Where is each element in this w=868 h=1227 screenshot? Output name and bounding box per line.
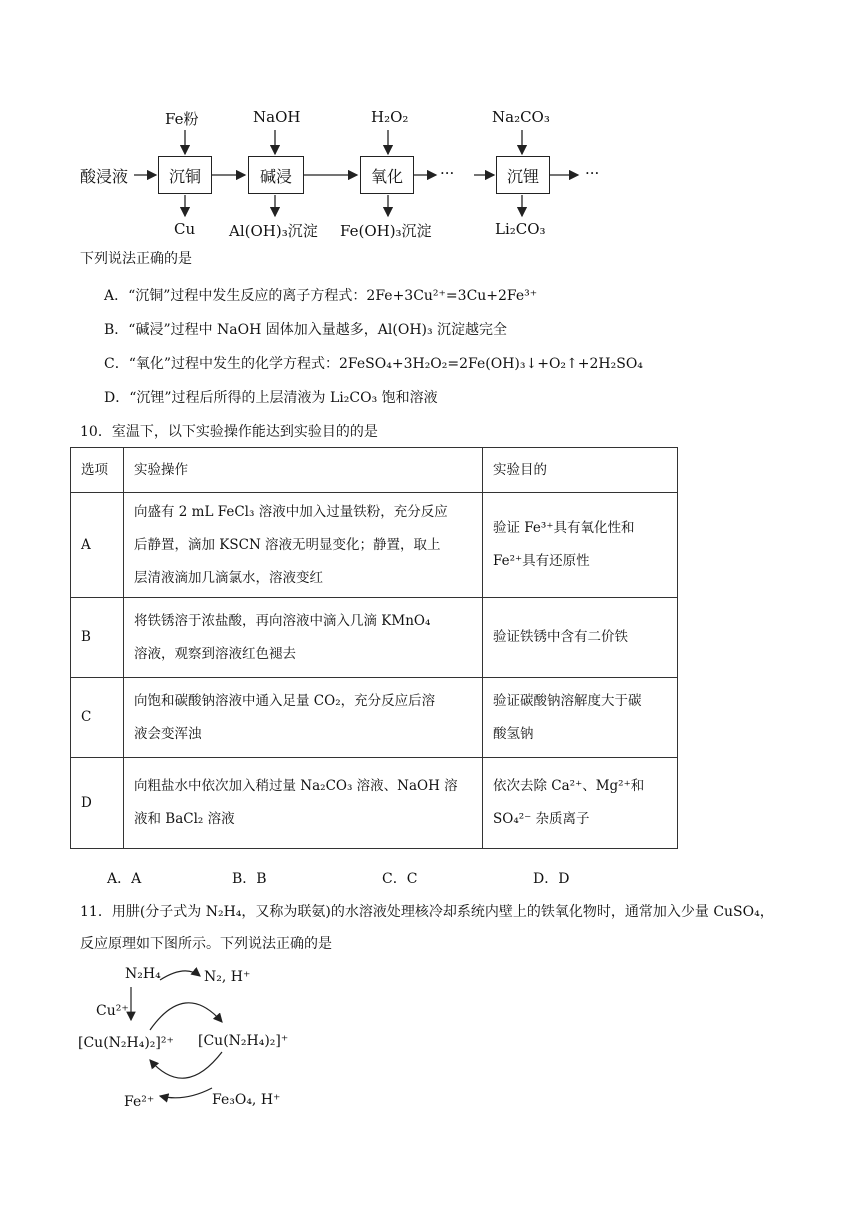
q10-stem: 10．室温下，以下实验操作能达到实验目的的是 <box>80 424 378 440</box>
mech-cu2: Cu²⁺ <box>96 1003 129 1019</box>
row-purpose <box>483 598 678 678</box>
purpose-line: 验证碳酸钠溶解度大于碳 <box>493 692 642 709</box>
operation-line: 向粗盐水中依次加入稍过量 Na₂CO₃ 溶液、NaOH 溶 <box>134 778 458 794</box>
reagent-naoh: NaOH <box>253 108 301 126</box>
purpose-line: SO₄²⁻ 杂质离子 <box>493 811 590 827</box>
row-purpose <box>483 758 678 849</box>
table-header-row <box>71 448 678 493</box>
reagent-fe: Fe粉 <box>165 110 199 128</box>
q10-choice-c: C．C <box>382 871 418 887</box>
mech-fe3o4: Fe₃O₄, H⁺ <box>212 1092 281 1108</box>
q11-stem-line1: 11．用肼(分子式为 N₂H₄，又称为联氨)的水溶液处理核冷却系统内壁上的铁氧化物时，通常加入少量 CuSO₄， <box>80 904 774 920</box>
purpose-line: 验证铁锈中含有二价铁 <box>493 629 628 645</box>
flow-arrows <box>0 0 868 250</box>
flow-box-alkali: 碱浸 <box>248 156 304 194</box>
row-option: B <box>71 598 124 678</box>
flow-input-label: 酸浸液 <box>80 167 129 186</box>
row-option: A <box>71 493 124 598</box>
mech-n2-h: N₂, H⁺ <box>204 969 251 985</box>
flow-ellipsis-2: ··· <box>585 164 600 182</box>
q10-choice-b: B．B <box>232 871 267 887</box>
mech-complex-2plus: [Cu(N₂H₄)₂]²⁺ <box>78 1035 174 1051</box>
table-row <box>71 758 678 849</box>
reagent-h2o2: H₂O₂ <box>371 108 409 126</box>
table-row <box>71 493 678 598</box>
table-header-option: 选项 <box>71 448 124 493</box>
row-purpose <box>483 678 678 758</box>
q11-stem-line2: 反应原理如下图所示。下列说法正确的是 <box>80 936 332 952</box>
operation-line: 液和 BaCl₂ 溶液 <box>134 811 235 827</box>
table-row <box>71 598 678 678</box>
purpose-line: 依次去除 Ca²⁺、Mg²⁺和 <box>493 778 645 794</box>
table-header-purpose: 实验目的 <box>483 448 678 493</box>
purpose-line: Fe²⁺具有还原性 <box>493 553 590 569</box>
product-aloh3: Al(OH)₃沉淀 <box>229 222 318 240</box>
row-option: D <box>71 758 124 849</box>
q9-option-a: A．“沉铜”过程中发生反应的离子方程式：2Fe+3Cu²⁺=3Cu+2Fe³⁺ <box>104 288 538 304</box>
mech-n2h4: N₂H₄ <box>125 966 161 982</box>
experiment-table <box>70 447 678 849</box>
row-operation <box>124 678 483 758</box>
flow-box-lithium: 沉锂 <box>496 156 550 194</box>
row-operation <box>124 758 483 849</box>
flow-box-oxidize: 氧化 <box>360 156 414 194</box>
q9-option-b: B．“碱浸”过程中 NaOH 固体加入量越多，Al(OH)₃ 沉淀越完全 <box>104 322 508 338</box>
row-option: C <box>71 678 124 758</box>
row-operation <box>124 493 483 598</box>
operation-line: 向饱和碳酸钠溶液中通入足量 CO₂，充分反应后溶 <box>134 692 436 709</box>
purpose-line: 验证 Fe³⁺具有氧化性和 <box>493 520 635 536</box>
operation-line: 溶液，观察到溶液红色褪去 <box>134 645 296 662</box>
row-operation <box>124 598 483 678</box>
mech-fe2: Fe²⁺ <box>124 1094 155 1110</box>
operation-line: 层清液滴加几滴氯水，溶液变红 <box>134 569 323 586</box>
q9-option-d: D．“沉锂”过程后所得的上层清液为 Li₂CO₃ 饱和溶液 <box>104 390 438 406</box>
row-purpose <box>483 493 678 598</box>
flow-box-copper: 沉铜 <box>158 156 212 194</box>
table-row <box>71 678 678 758</box>
operation-line: 向盛有 2 mL FeCl₃ 溶液中加入过量铁粉，充分反应 <box>134 503 448 520</box>
product-li2co3: Li₂CO₃ <box>495 220 546 238</box>
flow-ellipsis-1: ··· <box>440 164 455 182</box>
q10-choice-a: A．A <box>107 871 142 887</box>
q9-prompt: 下列说法正确的是 <box>80 251 192 267</box>
mech-complex-plus: [Cu(N₂H₄)₂]⁺ <box>198 1033 289 1049</box>
operation-line: 液会变浑浊 <box>134 725 202 742</box>
q9-option-c: C．“氧化”过程中发生的化学方程式：2FeSO₄+3H₂O₂=2Fe(OH)₃↓+O₂↑+2H₂SO₄ <box>104 356 643 372</box>
product-feoh3: Fe(OH)₃沉淀 <box>340 222 432 240</box>
purpose-line: 酸氢钠 <box>493 725 534 742</box>
table-header-operation: 实验操作 <box>124 448 483 493</box>
reagent-na2co3: Na₂CO₃ <box>492 108 550 126</box>
operation-line: 后静置，滴加 KSCN 溶液无明显变化；静置，取上 <box>134 536 441 553</box>
operation-line: 将铁锈溶于浓盐酸，再向溶液中滴入几滴 KMnO₄ <box>134 612 431 629</box>
q10-choice-d: D．D <box>533 871 570 887</box>
product-cu: Cu <box>174 220 196 238</box>
